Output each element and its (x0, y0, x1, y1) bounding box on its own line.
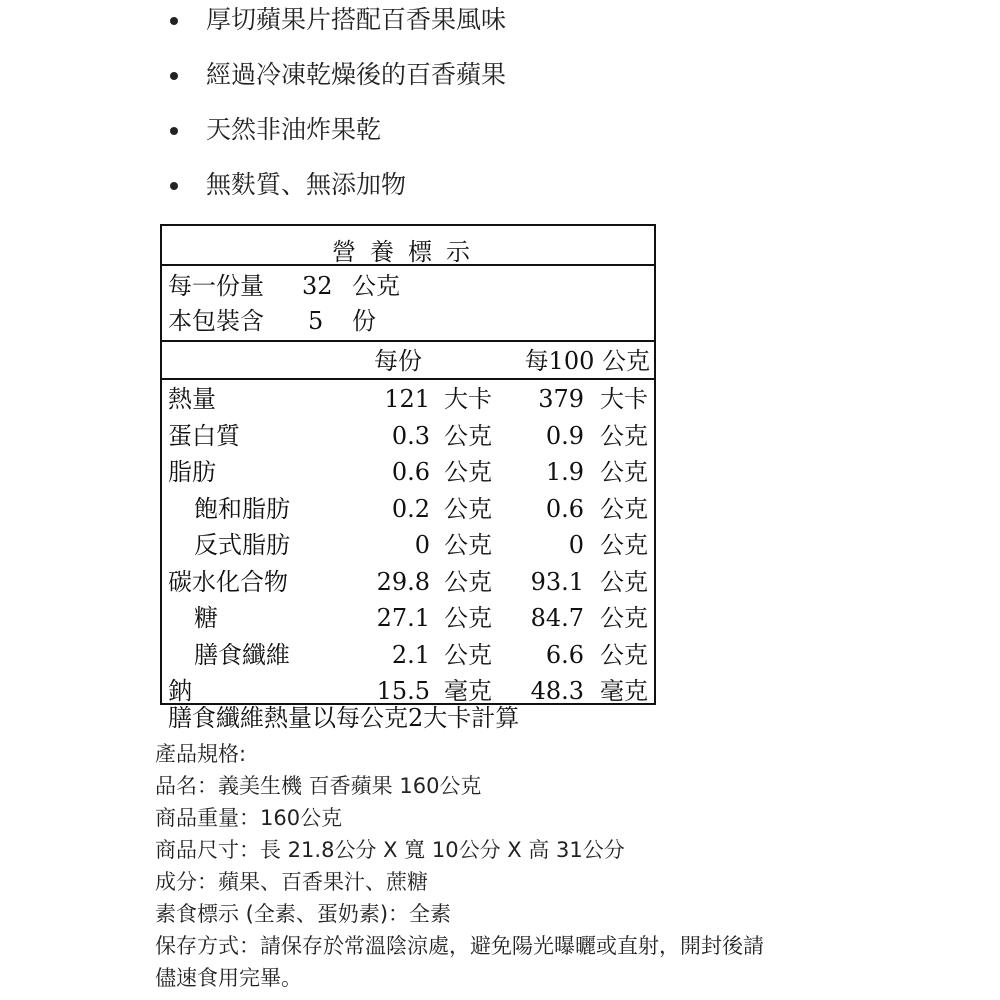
servings-label: 本包裝含 (168, 307, 264, 335)
bullet-dot-icon (170, 17, 178, 25)
spec-line: 商品尺寸：長 21.8公分 X 寬 10公分 X 高 31公分 (155, 838, 625, 862)
per-serving-header: 每份 (374, 347, 422, 375)
per-serving-unit: 公克 (444, 494, 492, 523)
per-100g-unit: 大卡 (600, 385, 648, 413)
per-serving-value: 15.5 (376, 677, 430, 705)
servings-unit: 份 (352, 307, 376, 335)
per-100g-value: 1.9 (545, 458, 584, 486)
spec-line: 商品重量：160公克 (155, 806, 343, 830)
per-100g-value: 84.7 (530, 604, 584, 632)
nutrition-facts-table (160, 224, 656, 705)
nutrient-label: 膳食纖維 (194, 640, 290, 669)
per-serving-value: 0 (414, 531, 430, 559)
per-100g-value: 48.3 (530, 677, 584, 705)
per-100g-value: 93.1 (530, 567, 584, 596)
divider (162, 264, 654, 266)
feature-text: 厚切蘋果片搭配百香果風味 (206, 5, 507, 34)
per-serving-value: 0.6 (391, 458, 430, 486)
per-100g-unit: 公克 (600, 458, 648, 486)
bullet-dot-icon (170, 182, 178, 190)
per-serving-unit: 公克 (444, 567, 492, 596)
serving-size-unit: 公克 (352, 272, 400, 300)
nutrition-title: 營養標示 (332, 238, 484, 266)
product-specs (155, 738, 955, 994)
per-100g-value: 0 (568, 531, 584, 559)
per-100g-unit: 公克 (600, 531, 648, 559)
spec-line: 儘速食用完畢。 (155, 966, 302, 990)
spec-line: 成分：蘋果、百香果汁、蔗糖 (155, 870, 428, 894)
serving-size-value: 32 (302, 272, 333, 300)
per-serving-unit: 大卡 (444, 385, 492, 413)
servings-value: 5 (308, 307, 324, 335)
per-100g-unit: 公克 (600, 421, 648, 450)
per-serving-value: 121 (384, 385, 430, 413)
per-serving-unit: 公克 (444, 458, 492, 486)
specs-heading: 產品規格: (155, 742, 247, 766)
nutrient-label: 脂肪 (168, 458, 216, 486)
nutrient-label: 碳水化合物 (168, 567, 288, 596)
nutrient-label: 熱量 (168, 385, 216, 413)
per-100g-header: 每100 公克 (524, 347, 650, 375)
per-100g-unit: 公克 (600, 640, 648, 669)
per-100g-unit: 毫克 (600, 677, 648, 705)
nutrient-label: 鈉 (168, 677, 192, 705)
nutrient-label: 糖 (194, 604, 218, 632)
spec-line: 保存方式：請保存於常溫陰涼處，避免陽光曝曬或直射，開封後請 (155, 934, 764, 958)
per-serving-value: 0.2 (391, 494, 430, 523)
per-100g-unit: 公克 (600, 604, 648, 632)
divider (162, 378, 654, 380)
nutrition-footnote: 膳食纖維熱量以每公克2大卡計算 (168, 704, 520, 732)
per-serving-value: 0.3 (391, 421, 430, 450)
divider (162, 340, 654, 342)
feature-text: 經過冷凍乾燥後的百香蘋果 (206, 60, 507, 89)
per-serving-unit: 公克 (444, 531, 492, 559)
nutrient-label: 蛋白質 (168, 421, 240, 450)
spec-line: 素食標示 (全素、蛋奶素)：全素 (155, 902, 452, 926)
per-serving-unit: 公克 (444, 421, 492, 450)
per-serving-value: 2.1 (391, 640, 430, 669)
per-serving-unit: 公克 (444, 640, 492, 669)
bullet-dot-icon (170, 72, 178, 80)
feature-text: 無麩質、無添加物 (206, 170, 407, 199)
per-serving-value: 27.1 (376, 604, 430, 632)
per-serving-value: 29.8 (376, 567, 430, 596)
bullet-dot-icon (170, 127, 178, 135)
per-100g-value: 6.6 (545, 640, 584, 669)
per-100g-value: 0.9 (545, 421, 584, 450)
nutrient-label: 飽和脂肪 (194, 494, 290, 523)
per-100g-value: 379 (538, 385, 584, 413)
spec-line: 品名：義美生機 百香蘋果 160公克 (155, 774, 482, 798)
nutrient-label: 反式脂肪 (194, 531, 290, 559)
feature-text: 天然非油炸果乾 (206, 115, 382, 144)
serving-size-label: 每一份量 (168, 272, 264, 300)
per-100g-value: 0.6 (545, 494, 584, 523)
per-100g-unit: 公克 (600, 494, 648, 523)
per-serving-unit: 毫克 (444, 677, 492, 705)
per-100g-unit: 公克 (600, 567, 648, 596)
per-serving-unit: 公克 (444, 604, 492, 632)
